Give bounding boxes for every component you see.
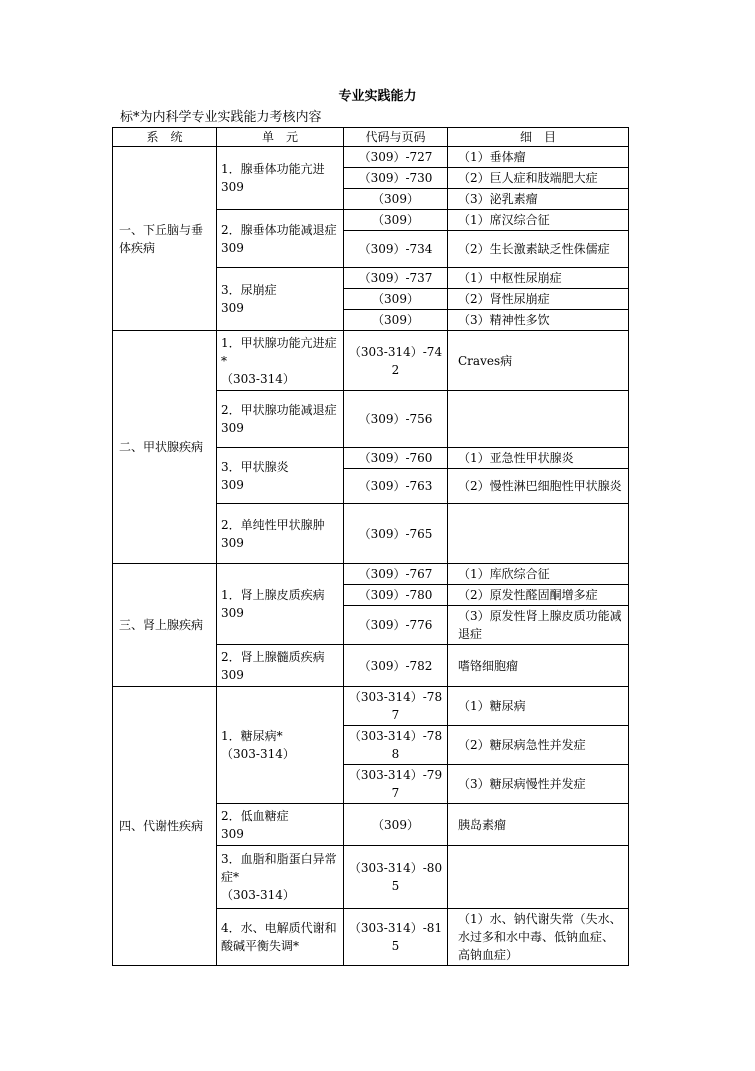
detail-cell: （1）糖尿病	[448, 687, 629, 726]
page-title: 专业实践能力	[338, 89, 417, 104]
system-cell: 二、甲状腺疾病	[113, 331, 217, 564]
unit-cell	[217, 804, 344, 846]
unit-cell	[217, 909, 344, 966]
unit-name: 2．低血糖症	[221, 808, 289, 823]
code-cell: （309）-760	[344, 448, 448, 469]
unit-name: 1．腺垂体功能亢进	[221, 162, 325, 176]
detail-cell: （1）亚急性甲状腺炎	[448, 448, 629, 469]
code-cell: （303-314）-797	[344, 765, 448, 804]
unit-ref: 309	[221, 301, 244, 315]
unit-name: 2．腺垂体功能减退症	[221, 222, 337, 237]
unit-cell	[217, 331, 344, 391]
code-cell: （309）-737	[344, 268, 448, 289]
unit-ref: 309	[221, 180, 244, 194]
unit-name: 3．甲状腺炎	[221, 459, 289, 474]
detail-cell: （2）糖尿病急性并发症	[448, 726, 629, 765]
unit-ref: 309	[221, 240, 244, 255]
code-cell: （309）	[344, 804, 448, 846]
unit-cell	[217, 391, 344, 448]
unit-cell	[217, 564, 344, 645]
table-row	[113, 331, 629, 391]
code-cell: （303-314）-805	[344, 846, 448, 909]
unit-cell	[217, 147, 344, 210]
code-cell: （303-314）-788	[344, 726, 448, 765]
unit-cell	[217, 687, 344, 804]
code-cell: （309）-763	[344, 469, 448, 504]
system-cell: 四、代谢性疾病	[113, 687, 217, 966]
detail-cell: （3）糖尿病慢性并发症	[448, 765, 629, 804]
detail-cell: （1）垂体瘤	[448, 147, 629, 168]
code-cell: （309）-767	[344, 564, 448, 585]
code-cell: （303-314）-742	[344, 331, 448, 391]
detail-cell: （3）泌乳素瘤	[448, 189, 629, 210]
unit-name: 4．水、电解质代谢和酸碱平衡失调*	[221, 921, 337, 953]
unit-cell	[217, 268, 344, 331]
detail-cell: 胰岛素瘤	[448, 804, 629, 846]
unit-ref: 309	[221, 826, 244, 841]
detail-cell	[448, 846, 629, 909]
unit-name: 3．尿崩症	[221, 283, 277, 297]
header-code: 代码与页码	[344, 128, 448, 147]
detail-cell: （2）生长激素缺乏性侏儒症	[448, 231, 629, 268]
detail-cell: （2）肾性尿崩症	[448, 289, 629, 310]
syllabus-table	[112, 127, 629, 966]
detail-cell: （2）巨人症和肢端肥大症	[448, 168, 629, 189]
table-row	[113, 687, 629, 726]
unit-name: 2．甲状腺功能减退症	[221, 403, 337, 417]
code-cell: （309）	[344, 289, 448, 310]
unit-cell	[217, 448, 344, 504]
table-header-row	[113, 128, 629, 147]
detail-cell: （1）中枢性尿崩症	[448, 268, 629, 289]
header-unit: 单 元	[217, 128, 344, 147]
unit-ref: 309	[221, 535, 244, 550]
code-cell: （309）-756	[344, 391, 448, 448]
table-body	[113, 147, 629, 966]
code-cell: （309）-780	[344, 585, 448, 606]
system-cell: 三、肾上腺疾病	[113, 564, 217, 687]
header-system: 系 统	[113, 128, 217, 147]
detail-cell	[448, 391, 629, 448]
detail-cell: （3）精神性多饮	[448, 310, 629, 331]
table-note: 标*为内科学专业实践能力考核内容	[120, 110, 322, 125]
unit-ref: 309	[221, 606, 244, 620]
unit-ref: 309	[221, 421, 244, 435]
unit-name: 1．糖尿病*	[221, 729, 283, 743]
detail-cell: （1）库欣综合征	[448, 564, 629, 585]
unit-ref: （303-314）	[221, 747, 295, 761]
detail-cell	[448, 504, 629, 564]
code-cell: （309）-765	[344, 504, 448, 564]
detail-cell: 嗜铬细胞瘤	[448, 645, 629, 687]
code-cell: （309）-727	[344, 147, 448, 168]
unit-name: 2．单纯性甲状腺肿	[221, 517, 325, 532]
code-cell: （309）	[344, 210, 448, 231]
detail-cell: （2）慢性淋巴细胞性甲状腺炎	[448, 469, 629, 504]
unit-name: 1．肾上腺皮质疾病	[221, 588, 325, 602]
detail-cell: （2）原发性醛固酮增多症	[448, 585, 629, 606]
unit-name: 1．甲状腺功能亢进症*	[221, 335, 337, 368]
code-cell: （309）-776	[344, 606, 448, 645]
detail-cell: （1）席汉综合征	[448, 210, 629, 231]
unit-ref: （303-314）	[221, 371, 295, 386]
table-row	[113, 564, 629, 585]
code-cell: （303-314）-787	[344, 687, 448, 726]
table-row	[113, 147, 629, 168]
unit-ref: 309	[221, 667, 244, 682]
unit-name: 2．肾上腺髓质疾病	[221, 649, 325, 664]
code-cell: （309）-734	[344, 231, 448, 268]
unit-cell	[217, 210, 344, 268]
unit-ref: （303-314）	[221, 888, 295, 902]
unit-ref: 309	[221, 477, 244, 492]
code-cell: （309）	[344, 189, 448, 210]
code-cell: （309）-730	[344, 168, 448, 189]
code-cell: （309）	[344, 310, 448, 331]
code-cell: （303-314）-815	[344, 909, 448, 966]
unit-cell	[217, 504, 344, 564]
header-detail: 细 目	[448, 128, 629, 147]
code-cell: （309）-782	[344, 645, 448, 687]
unit-cell	[217, 846, 344, 909]
system-cell: 一、下丘脑与垂体疾病	[113, 147, 217, 331]
unit-name: 3．血脂和脂蛋白异常症*	[221, 852, 337, 884]
unit-cell	[217, 645, 344, 687]
detail-cell: （1）水、钠代谢失常（失水、水过多和水中毒、低钠血症、高钠血症）	[448, 909, 629, 966]
detail-cell: Craves病	[448, 331, 629, 391]
detail-cell: （3）原发性肾上腺皮质功能减退症	[448, 606, 629, 645]
